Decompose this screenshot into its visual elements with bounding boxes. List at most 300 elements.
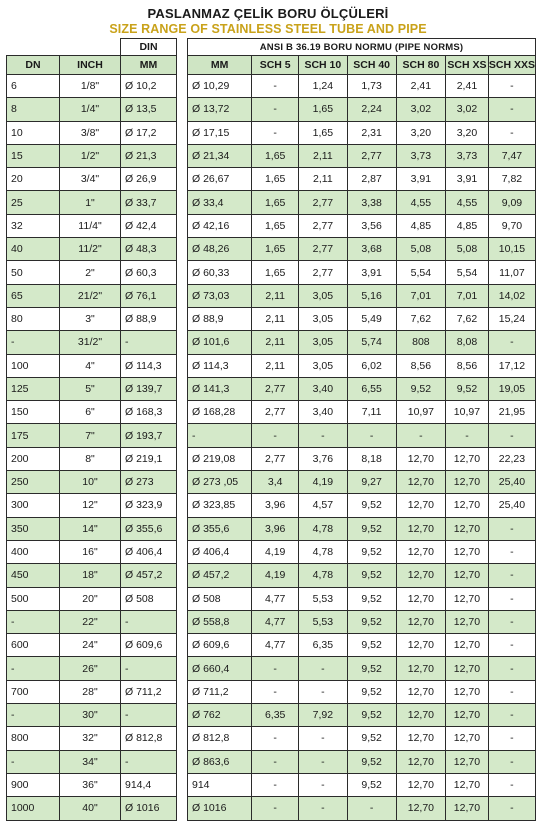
cell-schxs: 7,01 bbox=[446, 284, 489, 307]
table-row bbox=[7, 634, 177, 657]
cell-sch80: 3,91 bbox=[396, 168, 445, 191]
cell-ansi-mm: Ø 88,9 bbox=[188, 307, 252, 330]
cell-sch10: 2,77 bbox=[299, 261, 347, 284]
ansi-group-header: ANSI B 36.19 BORU NORMU (PIPE NORMS) bbox=[188, 39, 536, 56]
cell-schxxs: - bbox=[488, 634, 535, 657]
table-row bbox=[7, 331, 177, 354]
cell-sch80: 3,20 bbox=[396, 121, 445, 144]
cell-ansi-mm: Ø 168,28 bbox=[188, 401, 252, 424]
cell-sch5: 4,19 bbox=[252, 540, 299, 563]
cell-inch: 14" bbox=[60, 517, 121, 540]
cell-inch: 28" bbox=[60, 680, 121, 703]
col-header-ansi-mm: MM bbox=[188, 56, 252, 75]
cell-sch80: 4,85 bbox=[396, 214, 445, 237]
cell-din-mm: Ø 812,8 bbox=[121, 727, 177, 750]
cell-ansi-mm: Ø 48,26 bbox=[188, 238, 252, 261]
table-row bbox=[188, 564, 536, 587]
cell-schxxs: 17,12 bbox=[488, 354, 535, 377]
table-row bbox=[7, 401, 177, 424]
cell-inch: 7" bbox=[60, 424, 121, 447]
table-row bbox=[188, 75, 536, 98]
table-row bbox=[7, 191, 177, 214]
cell-dn: 15 bbox=[7, 144, 60, 167]
cell-schxs: 12,70 bbox=[446, 447, 489, 470]
cell-din-mm: Ø 193,7 bbox=[121, 424, 177, 447]
col-header-inch: INCH bbox=[60, 56, 121, 75]
cell-ansi-mm: Ø 1016 bbox=[188, 797, 252, 820]
cell-sch10: 5,53 bbox=[299, 587, 347, 610]
cell-sch80: 12,70 bbox=[396, 727, 445, 750]
cell-sch80: 12,70 bbox=[396, 494, 445, 517]
cell-din-mm: Ø 139,7 bbox=[121, 377, 177, 400]
cell-schxxs: - bbox=[488, 680, 535, 703]
cell-dn: 6 bbox=[7, 75, 60, 98]
cell-schxs: 12,70 bbox=[446, 704, 489, 727]
cell-schxs: 7,62 bbox=[446, 307, 489, 330]
cell-din-mm: Ø 88,9 bbox=[121, 307, 177, 330]
cell-din-mm: Ø 17,2 bbox=[121, 121, 177, 144]
table-row bbox=[7, 98, 177, 121]
cell-din-mm: Ø 42,4 bbox=[121, 214, 177, 237]
cell-sch10: 3,76 bbox=[299, 447, 347, 470]
cell-dn: 10 bbox=[7, 121, 60, 144]
cell-sch5: 1,65 bbox=[252, 238, 299, 261]
cell-dn: - bbox=[7, 610, 60, 633]
cell-schxs: 12,70 bbox=[446, 657, 489, 680]
cell-sch40: 9,52 bbox=[347, 587, 396, 610]
cell-sch80: 3,02 bbox=[396, 98, 445, 121]
ansi-table bbox=[187, 38, 536, 821]
cell-dn: 450 bbox=[7, 564, 60, 587]
cell-ansi-mm: Ø 17,15 bbox=[188, 121, 252, 144]
cell-sch80: 12,70 bbox=[396, 750, 445, 773]
table-row bbox=[7, 540, 177, 563]
cell-schxs: 3,73 bbox=[446, 144, 489, 167]
cell-sch5: 4,77 bbox=[252, 634, 299, 657]
cell-dn: - bbox=[7, 704, 60, 727]
cell-sch80: - bbox=[396, 424, 445, 447]
cell-sch10: 3,05 bbox=[299, 331, 347, 354]
cell-ansi-mm: Ø 558,8 bbox=[188, 610, 252, 633]
cell-dn: 80 bbox=[7, 307, 60, 330]
cell-sch5: 4,19 bbox=[252, 564, 299, 587]
cell-schxs: 12,70 bbox=[446, 494, 489, 517]
cell-sch10: 3,05 bbox=[299, 284, 347, 307]
cell-schxs: 12,70 bbox=[446, 564, 489, 587]
cell-din-mm: 914,4 bbox=[121, 773, 177, 796]
cell-sch40: 9,27 bbox=[347, 471, 396, 494]
cell-sch10: 2,77 bbox=[299, 214, 347, 237]
cell-inch: 12" bbox=[60, 494, 121, 517]
table-row bbox=[188, 354, 536, 377]
cell-sch40: 2,24 bbox=[347, 98, 396, 121]
cell-ansi-mm: Ø 141,3 bbox=[188, 377, 252, 400]
cell-sch5: - bbox=[252, 98, 299, 121]
cell-din-mm: Ø 76,1 bbox=[121, 284, 177, 307]
cell-sch80: 12,70 bbox=[396, 657, 445, 680]
cell-dn: 600 bbox=[7, 634, 60, 657]
cell-din-mm: Ø 323,9 bbox=[121, 494, 177, 517]
cell-dn: 150 bbox=[7, 401, 60, 424]
cell-ansi-mm: Ø 219,08 bbox=[188, 447, 252, 470]
cell-sch5: 3,96 bbox=[252, 517, 299, 540]
cell-inch: 26" bbox=[60, 657, 121, 680]
cell-dn: 250 bbox=[7, 471, 60, 494]
cell-schxs: 4,85 bbox=[446, 214, 489, 237]
cell-sch10: 1,65 bbox=[299, 98, 347, 121]
cell-sch5: - bbox=[252, 657, 299, 680]
cell-sch10: 5,53 bbox=[299, 610, 347, 633]
cell-sch40: 9,52 bbox=[347, 517, 396, 540]
table-row bbox=[7, 354, 177, 377]
col-header-schxxs: SCH XXS bbox=[488, 56, 535, 75]
cell-sch80: 12,70 bbox=[396, 517, 445, 540]
cell-ansi-mm: Ø 406,4 bbox=[188, 540, 252, 563]
cell-schxxs: 14,02 bbox=[488, 284, 535, 307]
cell-dn: 900 bbox=[7, 773, 60, 796]
cell-schxs: 4,55 bbox=[446, 191, 489, 214]
cell-schxs: 12,70 bbox=[446, 773, 489, 796]
cell-din-mm: Ø 13,5 bbox=[121, 98, 177, 121]
cell-sch80: 12,70 bbox=[396, 680, 445, 703]
cell-sch40: 2,77 bbox=[347, 144, 396, 167]
table-row bbox=[188, 191, 536, 214]
table-row bbox=[7, 144, 177, 167]
cell-sch5: 1,65 bbox=[252, 261, 299, 284]
cell-dn: 300 bbox=[7, 494, 60, 517]
cell-sch40: 5,49 bbox=[347, 307, 396, 330]
table-row bbox=[7, 657, 177, 680]
cell-schxxs: - bbox=[488, 75, 535, 98]
cell-inch: 1/8" bbox=[60, 75, 121, 98]
cell-sch80: 12,70 bbox=[396, 564, 445, 587]
cell-sch40: 9,52 bbox=[347, 610, 396, 633]
din-group-header: DIN bbox=[121, 39, 177, 56]
cell-din-mm: Ø 711,2 bbox=[121, 680, 177, 703]
table-row bbox=[188, 98, 536, 121]
cell-sch10: 3,05 bbox=[299, 307, 347, 330]
cell-schxxs: 9,70 bbox=[488, 214, 535, 237]
cell-sch5: 1,65 bbox=[252, 168, 299, 191]
cell-inch: 32" bbox=[60, 727, 121, 750]
cell-schxs: 10,97 bbox=[446, 401, 489, 424]
table-row bbox=[188, 540, 536, 563]
cell-sch10: 3,40 bbox=[299, 401, 347, 424]
col-header-sch10: SCH 10 bbox=[299, 56, 347, 75]
col-header-sch40: SCH 40 bbox=[347, 56, 396, 75]
cell-sch5: 2,11 bbox=[252, 331, 299, 354]
table-row bbox=[188, 424, 536, 447]
cell-schxs: 12,70 bbox=[446, 471, 489, 494]
cell-sch80: 808 bbox=[396, 331, 445, 354]
cell-sch40: 9,52 bbox=[347, 750, 396, 773]
cell-sch80: 12,70 bbox=[396, 610, 445, 633]
cell-din-mm: - bbox=[121, 610, 177, 633]
col-header-schxs: SCH XS bbox=[446, 56, 489, 75]
cell-ansi-mm: Ø 10,29 bbox=[188, 75, 252, 98]
cell-dn: 8 bbox=[7, 98, 60, 121]
cell-sch80: 7,62 bbox=[396, 307, 445, 330]
cell-dn: 20 bbox=[7, 168, 60, 191]
cell-sch80: 9,52 bbox=[396, 377, 445, 400]
cell-sch10: 3,05 bbox=[299, 354, 347, 377]
cell-dn: - bbox=[7, 750, 60, 773]
table-row bbox=[7, 75, 177, 98]
table-row bbox=[7, 424, 177, 447]
table-row bbox=[188, 261, 536, 284]
cell-inch: 30" bbox=[60, 704, 121, 727]
cell-schxs: 3,02 bbox=[446, 98, 489, 121]
cell-sch5: 3,96 bbox=[252, 494, 299, 517]
cell-schxs: 12,70 bbox=[446, 634, 489, 657]
cell-sch40: 3,68 bbox=[347, 238, 396, 261]
ansi-table-body bbox=[188, 75, 536, 821]
cell-schxs: 9,52 bbox=[446, 377, 489, 400]
cell-sch40: - bbox=[347, 424, 396, 447]
cell-sch40: 5,16 bbox=[347, 284, 396, 307]
table-row bbox=[7, 610, 177, 633]
cell-sch5: 6,35 bbox=[252, 704, 299, 727]
cell-inch: 5" bbox=[60, 377, 121, 400]
cell-sch10: - bbox=[299, 727, 347, 750]
cell-ansi-mm: Ø 60,33 bbox=[188, 261, 252, 284]
table-row bbox=[188, 680, 536, 703]
cell-sch80: 2,41 bbox=[396, 75, 445, 98]
table-row bbox=[188, 797, 536, 820]
cell-sch5: - bbox=[252, 75, 299, 98]
cell-sch80: 12,70 bbox=[396, 471, 445, 494]
cell-sch80: 12,70 bbox=[396, 634, 445, 657]
cell-schxs: 5,08 bbox=[446, 238, 489, 261]
cell-schxxs: 9,09 bbox=[488, 191, 535, 214]
cell-sch40: 9,52 bbox=[347, 680, 396, 703]
cell-sch10: - bbox=[299, 773, 347, 796]
cell-ansi-mm: Ø 42,16 bbox=[188, 214, 252, 237]
cell-schxs: 2,41 bbox=[446, 75, 489, 98]
cell-dn: 175 bbox=[7, 424, 60, 447]
cell-schxxs: - bbox=[488, 331, 535, 354]
cell-din-mm: - bbox=[121, 657, 177, 680]
cell-dn: 700 bbox=[7, 680, 60, 703]
cell-sch10: 6,35 bbox=[299, 634, 347, 657]
cell-inch: 34" bbox=[60, 750, 121, 773]
cell-inch: 11/4" bbox=[60, 214, 121, 237]
table-row bbox=[7, 214, 177, 237]
cell-ansi-mm: Ø 33,4 bbox=[188, 191, 252, 214]
cell-din-mm: - bbox=[121, 331, 177, 354]
cell-din-mm: Ø 273 bbox=[121, 471, 177, 494]
table-row bbox=[188, 307, 536, 330]
cell-schxs: 12,70 bbox=[446, 610, 489, 633]
table-row bbox=[7, 704, 177, 727]
table-row bbox=[188, 144, 536, 167]
cell-sch10: - bbox=[299, 797, 347, 820]
cell-dn: 500 bbox=[7, 587, 60, 610]
cell-schxxs: 11,07 bbox=[488, 261, 535, 284]
cell-schxxs: - bbox=[488, 750, 535, 773]
cell-schxs: 8,08 bbox=[446, 331, 489, 354]
cell-dn: 1000 bbox=[7, 797, 60, 820]
table-row bbox=[188, 214, 536, 237]
cell-schxs: 3,20 bbox=[446, 121, 489, 144]
cell-dn: - bbox=[7, 657, 60, 680]
cell-sch5: 2,11 bbox=[252, 284, 299, 307]
table-row bbox=[7, 121, 177, 144]
cell-din-mm: Ø 355,6 bbox=[121, 517, 177, 540]
table-row bbox=[188, 168, 536, 191]
cell-ansi-mm: Ø 21,34 bbox=[188, 144, 252, 167]
cell-inch: 2" bbox=[60, 261, 121, 284]
table-row bbox=[188, 331, 536, 354]
table-row bbox=[7, 773, 177, 796]
table-row bbox=[7, 564, 177, 587]
cell-schxxs: - bbox=[488, 98, 535, 121]
cell-inch: 40" bbox=[60, 797, 121, 820]
table-row bbox=[188, 401, 536, 424]
cell-sch40: 5,74 bbox=[347, 331, 396, 354]
col-header-sch80: SCH 80 bbox=[396, 56, 445, 75]
cell-sch10: 2,11 bbox=[299, 144, 347, 167]
cell-sch5: - bbox=[252, 750, 299, 773]
cell-dn: 200 bbox=[7, 447, 60, 470]
table-row bbox=[7, 517, 177, 540]
table-row bbox=[7, 587, 177, 610]
cell-din-mm: Ø 168,3 bbox=[121, 401, 177, 424]
cell-ansi-mm: - bbox=[188, 424, 252, 447]
cell-din-mm: Ø 114,3 bbox=[121, 354, 177, 377]
cell-sch40: 9,52 bbox=[347, 773, 396, 796]
table-row bbox=[7, 727, 177, 750]
cell-sch5: 1,65 bbox=[252, 214, 299, 237]
cell-sch10: - bbox=[299, 424, 347, 447]
cell-sch40: 2,87 bbox=[347, 168, 396, 191]
cell-sch5: - bbox=[252, 121, 299, 144]
cell-ansi-mm: Ø 457,2 bbox=[188, 564, 252, 587]
cell-sch5: 1,65 bbox=[252, 144, 299, 167]
cell-ansi-mm: Ø 762 bbox=[188, 704, 252, 727]
table-row bbox=[7, 307, 177, 330]
cell-dn: 800 bbox=[7, 727, 60, 750]
cell-sch40: 9,52 bbox=[347, 634, 396, 657]
cell-inch: 6" bbox=[60, 401, 121, 424]
cell-schxxs: - bbox=[488, 424, 535, 447]
cell-schxxs: - bbox=[488, 727, 535, 750]
cell-ansi-mm: Ø 609,6 bbox=[188, 634, 252, 657]
table-row bbox=[188, 657, 536, 680]
cell-din-mm: Ø 33,7 bbox=[121, 191, 177, 214]
cell-sch40: 3,91 bbox=[347, 261, 396, 284]
cell-schxs: 12,70 bbox=[446, 750, 489, 773]
cell-din-mm: - bbox=[121, 704, 177, 727]
cell-schxxs: 7,82 bbox=[488, 168, 535, 191]
table-row bbox=[7, 261, 177, 284]
cell-inch: 21/2" bbox=[60, 284, 121, 307]
cell-schxs: 3,91 bbox=[446, 168, 489, 191]
cell-sch10: - bbox=[299, 657, 347, 680]
cell-sch80: 10,97 bbox=[396, 401, 445, 424]
table-row bbox=[188, 471, 536, 494]
table-row bbox=[7, 471, 177, 494]
cell-schxs: 12,70 bbox=[446, 517, 489, 540]
cell-ansi-mm: Ø 73,03 bbox=[188, 284, 252, 307]
cell-sch10: 4,78 bbox=[299, 564, 347, 587]
cell-schxxs: - bbox=[488, 610, 535, 633]
cell-dn: 100 bbox=[7, 354, 60, 377]
cell-din-mm: Ø 48,3 bbox=[121, 238, 177, 261]
cell-sch10: - bbox=[299, 750, 347, 773]
cell-sch40: 9,52 bbox=[347, 540, 396, 563]
table-row bbox=[188, 750, 536, 773]
cell-ansi-mm: Ø 660,4 bbox=[188, 657, 252, 680]
cell-sch80: 5,54 bbox=[396, 261, 445, 284]
cell-inch: 22" bbox=[60, 610, 121, 633]
cell-schxxs: - bbox=[488, 704, 535, 727]
cell-schxs: - bbox=[446, 424, 489, 447]
cell-sch10: 2,77 bbox=[299, 191, 347, 214]
cell-sch40: 6,02 bbox=[347, 354, 396, 377]
page-title: PASLANMAZ ÇELİK BORU ÖLÇÜLERİ bbox=[147, 6, 389, 21]
cell-sch5: 2,77 bbox=[252, 401, 299, 424]
cell-sch40: 9,52 bbox=[347, 657, 396, 680]
cell-ansi-mm: Ø 101,6 bbox=[188, 331, 252, 354]
cell-ansi-mm: Ø 323,85 bbox=[188, 494, 252, 517]
cell-sch40: 1,73 bbox=[347, 75, 396, 98]
cell-sch40: 2,31 bbox=[347, 121, 396, 144]
cell-din-mm: Ø 60,3 bbox=[121, 261, 177, 284]
cell-sch10: 1,24 bbox=[299, 75, 347, 98]
cell-sch5: 2,11 bbox=[252, 307, 299, 330]
table-row bbox=[7, 750, 177, 773]
cell-ansi-mm: Ø 13,72 bbox=[188, 98, 252, 121]
cell-din-mm: Ø 21,3 bbox=[121, 144, 177, 167]
table-row bbox=[7, 680, 177, 703]
cell-inch: 3/4" bbox=[60, 168, 121, 191]
cell-ansi-mm: Ø 812,8 bbox=[188, 727, 252, 750]
col-header-din-mm: MM bbox=[121, 56, 177, 75]
cell-sch10: 4,78 bbox=[299, 517, 347, 540]
table-row bbox=[188, 494, 536, 517]
cell-sch80: 12,70 bbox=[396, 587, 445, 610]
cell-sch40: 7,11 bbox=[347, 401, 396, 424]
cell-din-mm: Ø 457,2 bbox=[121, 564, 177, 587]
cell-sch40: 3,56 bbox=[347, 214, 396, 237]
cell-schxxs: - bbox=[488, 797, 535, 820]
cell-din-mm: Ø 10,2 bbox=[121, 75, 177, 98]
cell-schxxs: - bbox=[488, 540, 535, 563]
cell-dn: 350 bbox=[7, 517, 60, 540]
cell-sch5: 3,4 bbox=[252, 471, 299, 494]
col-header-sch5: SCH 5 bbox=[252, 56, 299, 75]
din-header-spacer bbox=[7, 39, 121, 56]
cell-inch: 1/2" bbox=[60, 144, 121, 167]
table-row bbox=[188, 610, 536, 633]
cell-sch10: 4,57 bbox=[299, 494, 347, 517]
cell-sch40: 9,52 bbox=[347, 564, 396, 587]
cell-schxs: 12,70 bbox=[446, 680, 489, 703]
cell-din-mm: Ø 1016 bbox=[121, 797, 177, 820]
cell-dn: 50 bbox=[7, 261, 60, 284]
cell-sch5: - bbox=[252, 797, 299, 820]
cell-schxs: 12,70 bbox=[446, 540, 489, 563]
table-row bbox=[7, 797, 177, 820]
cell-ansi-mm: Ø 863,6 bbox=[188, 750, 252, 773]
cell-schxs: 12,70 bbox=[446, 797, 489, 820]
cell-inch: 18" bbox=[60, 564, 121, 587]
table-row bbox=[7, 377, 177, 400]
cell-sch80: 8,56 bbox=[396, 354, 445, 377]
cell-inch: 20" bbox=[60, 587, 121, 610]
cell-sch10: 7,92 bbox=[299, 704, 347, 727]
